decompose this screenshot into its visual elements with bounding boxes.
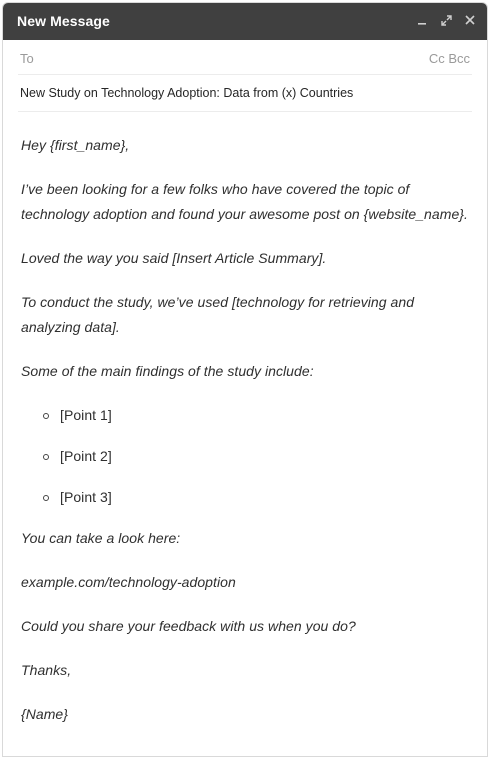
bcc-link[interactable]: Bcc (448, 51, 470, 66)
bullet-icon (43, 454, 49, 460)
body-paragraph-4: Some of the main findings of the study include: (21, 363, 314, 379)
body-paragraph-3: To conduct the study, we’ve used [technology for retrieving and analyzing data]. (21, 294, 415, 335)
list-item-text: [Point 3] (60, 489, 112, 505)
body-paragraph-1: I’ve been looking for a few folks who have covered the topic of technology adoption and found your awesome post on {website_name}. (21, 181, 468, 222)
bullet-icon (43, 413, 49, 419)
body-link: example.com/technology-adoption (21, 574, 236, 590)
subject-field[interactable] (18, 75, 472, 112)
findings-list (21, 403, 473, 510)
list-item (21, 485, 473, 510)
minimize-icon[interactable] (415, 11, 429, 29)
close-icon[interactable] (463, 11, 477, 29)
cc-link[interactable]: Cc (428, 51, 445, 66)
expand-icon[interactable] (439, 11, 453, 29)
body-paragraph-6: Could you share your feedback with us when you do? (21, 618, 356, 634)
list-item-text: [Point 2] (60, 448, 112, 464)
list-item (21, 444, 473, 469)
to-field[interactable] (18, 40, 472, 75)
body-paragraph-5: You can take a look here: (21, 530, 181, 546)
compose-titlebar[interactable] (3, 3, 487, 40)
compose-title: New Message (17, 13, 110, 29)
body-paragraph-2: Loved the way you said [Insert Article Summary]. (21, 250, 327, 266)
subject-text: New Study on Technology Adoption: Data from (x) Countries (20, 86, 354, 100)
message-body[interactable] (21, 133, 473, 746)
cc-bcc-links (429, 51, 470, 66)
window-controls (415, 11, 477, 29)
bullet-icon (43, 495, 49, 501)
to-label: To (20, 51, 34, 66)
body-greeting: Hey {first_name}, (21, 137, 130, 153)
list-item-text: [Point 1] (60, 407, 112, 423)
body-signature: {Name} (21, 706, 68, 722)
compose-window (2, 2, 488, 757)
list-item (21, 403, 473, 428)
body-thanks: Thanks, (21, 662, 72, 678)
